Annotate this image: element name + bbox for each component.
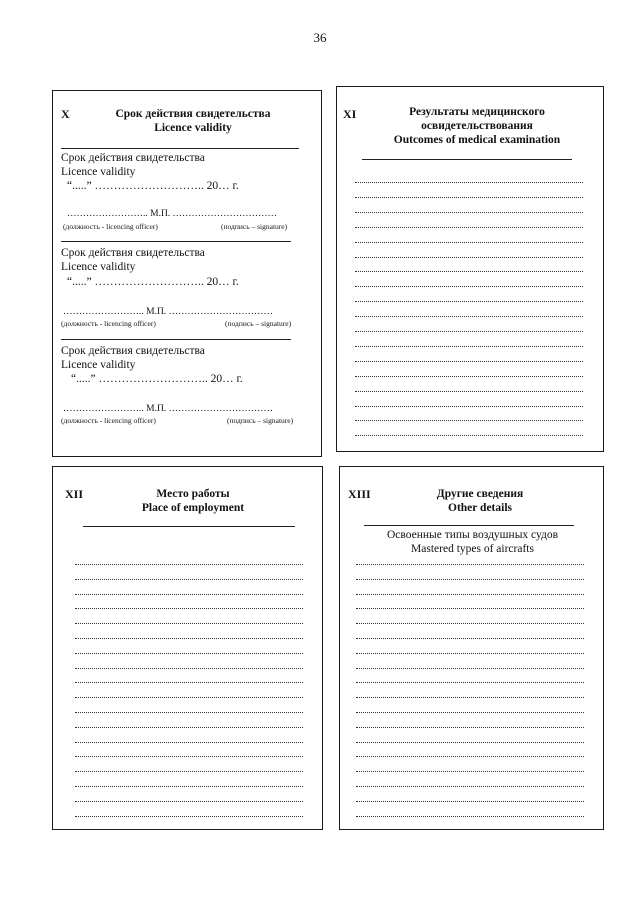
section-xiii-dotted-line[interactable] bbox=[356, 594, 584, 595]
section-xiii-dotted-line[interactable] bbox=[356, 564, 584, 565]
section-xiii-title-rule bbox=[364, 525, 574, 526]
entry-2-position-caption: (должность - licencing officer) bbox=[61, 319, 156, 328]
entry-1-position-caption: (должность - licencing officer) bbox=[63, 222, 158, 231]
section-xi-title-en: Outcomes of medical examination bbox=[393, 134, 561, 146]
entry-2-label-ru: Срок действия свидетельства bbox=[61, 247, 205, 259]
section-xiii-dotted-line[interactable] bbox=[356, 608, 584, 609]
section-xiii-subtitle-ru: Освоенные типы воздушных судов bbox=[386, 529, 559, 541]
section-xii-dotted-line[interactable] bbox=[75, 668, 303, 669]
entry-2-date-line[interactable]: “.....” ……………………….. 20… г. bbox=[67, 276, 239, 288]
entry-3-signature-line[interactable]: …………………….. М.П. …………………………… bbox=[63, 404, 274, 414]
page-number: 36 bbox=[313, 30, 327, 45]
section-xii-dotted-line[interactable] bbox=[75, 801, 303, 802]
section-xi-dotted-line[interactable] bbox=[355, 420, 583, 421]
entry-2-divider bbox=[61, 339, 291, 340]
entry-1-signature-caption: (подпись – signature) bbox=[221, 222, 288, 231]
section-xi-dotted-line[interactable] bbox=[355, 242, 583, 243]
section-xi-title-ru-2: освидетельствования bbox=[421, 120, 533, 132]
section-xii-dotted-line[interactable] bbox=[75, 653, 303, 654]
section-xiii-dotted-line[interactable] bbox=[356, 771, 584, 772]
section-xi-dotted-line[interactable] bbox=[355, 316, 583, 317]
section-xiii-dotted-line[interactable] bbox=[356, 756, 584, 757]
section-x-title-en: Licence validity bbox=[154, 122, 232, 134]
section-xii-dotted-line[interactable] bbox=[75, 579, 303, 580]
section-x-title-rule bbox=[61, 148, 299, 149]
section-xi-dotted-line[interactable] bbox=[355, 182, 583, 183]
section-xii-dotted-line[interactable] bbox=[75, 623, 303, 624]
section-xi-dotted-line[interactable] bbox=[355, 257, 583, 258]
section-xi-dotted-line[interactable] bbox=[355, 391, 583, 392]
section-xii-dotted-line[interactable] bbox=[75, 608, 303, 609]
section-xii-dotted-line[interactable] bbox=[75, 771, 303, 772]
entry-1-date-line[interactable]: “.....” ……………………….. 20… г. bbox=[67, 180, 239, 192]
section-xii-dotted-line[interactable] bbox=[75, 816, 303, 817]
section-xiii-subtitle-en: Mastered types of aircrafts bbox=[411, 543, 534, 555]
section-xi-dotted-line[interactable] bbox=[355, 227, 583, 228]
section-xi-dotted-line[interactable] bbox=[355, 376, 583, 377]
section-xii-numeral: XII bbox=[65, 487, 84, 501]
entry-3-label-en: Licence validity bbox=[61, 359, 136, 371]
section-xiii-title-ru: Другие сведения bbox=[436, 488, 524, 500]
section-xiii-dotted-line[interactable] bbox=[356, 786, 584, 787]
section-xii-title-rule bbox=[83, 526, 295, 527]
section-xiii-panel bbox=[339, 466, 604, 830]
section-xiii-dotted-line[interactable] bbox=[356, 668, 584, 669]
section-xi-dotted-line[interactable] bbox=[355, 361, 583, 362]
section-xii-dotted-line[interactable] bbox=[75, 712, 303, 713]
section-xii-dotted-line[interactable] bbox=[75, 727, 303, 728]
section-xi-dotted-line[interactable] bbox=[355, 301, 583, 302]
entry-3-signature-caption: (подпись – signature) bbox=[227, 416, 294, 425]
entry-3-position-caption: (должность - licencing officer) bbox=[61, 416, 156, 425]
section-xii-dotted-line[interactable] bbox=[75, 697, 303, 698]
section-xii-dotted-line[interactable] bbox=[75, 564, 303, 565]
section-x-title-ru: Срок действия свидетельства bbox=[115, 108, 271, 120]
section-xiii-title-en: Other details bbox=[448, 502, 512, 514]
entry-3-date-line[interactable]: “.....” ……………………….. 20… г. bbox=[71, 373, 243, 385]
entry-2-signature-caption: (подпись – signature) bbox=[225, 319, 292, 328]
section-xi-title-rule bbox=[362, 159, 572, 160]
section-xiii-numeral: XIII bbox=[348, 487, 371, 501]
section-xii-title-en: Place of employment bbox=[141, 502, 245, 514]
section-xi-dotted-line[interactable] bbox=[355, 286, 583, 287]
section-xii-dotted-line[interactable] bbox=[75, 786, 303, 787]
section-xii-panel bbox=[52, 466, 323, 830]
entry-2-label-en: Licence validity bbox=[61, 261, 136, 273]
entry-1-divider bbox=[61, 241, 291, 242]
section-xi-dotted-line[interactable] bbox=[355, 271, 583, 272]
section-xi-dotted-line[interactable] bbox=[355, 435, 583, 436]
section-xii-dotted-line[interactable] bbox=[75, 594, 303, 595]
section-xi-dotted-line[interactable] bbox=[355, 331, 583, 332]
section-xii-dotted-line[interactable] bbox=[75, 682, 303, 683]
section-xiii-dotted-line[interactable] bbox=[356, 638, 584, 639]
entry-1-label-ru: Срок действия свидетельства bbox=[61, 152, 205, 164]
section-xiii-dotted-line[interactable] bbox=[356, 801, 584, 802]
section-xi-dotted-line[interactable] bbox=[355, 346, 583, 347]
section-xi-dotted-line[interactable] bbox=[355, 197, 583, 198]
section-xi-numeral: XI bbox=[343, 107, 357, 121]
section-xii-dotted-line[interactable] bbox=[75, 742, 303, 743]
section-xi-dotted-line[interactable] bbox=[355, 212, 583, 213]
section-xii-title-ru: Место работы bbox=[156, 488, 230, 500]
section-x-numeral: X bbox=[61, 107, 70, 121]
section-xiii-dotted-line[interactable] bbox=[356, 579, 584, 580]
entry-1-label-en: Licence validity bbox=[61, 166, 136, 178]
section-xi-dotted-line[interactable] bbox=[355, 406, 583, 407]
section-xiii-dotted-line[interactable] bbox=[356, 727, 584, 728]
section-xiii-dotted-line[interactable] bbox=[356, 742, 584, 743]
section-xii-dotted-line[interactable] bbox=[75, 756, 303, 757]
section-xiii-dotted-line[interactable] bbox=[356, 623, 584, 624]
entry-1-signature-line[interactable]: …………………….. М.П. …………………………… bbox=[67, 209, 278, 219]
section-xi-title-ru-1: Результаты медицинского bbox=[409, 106, 545, 118]
section-xiii-dotted-line[interactable] bbox=[356, 697, 584, 698]
section-xiii-dotted-line[interactable] bbox=[356, 816, 584, 817]
section-xiii-dotted-line[interactable] bbox=[356, 712, 584, 713]
section-xii-dotted-line[interactable] bbox=[75, 638, 303, 639]
section-xiii-dotted-line[interactable] bbox=[356, 682, 584, 683]
section-xiii-dotted-line[interactable] bbox=[356, 653, 584, 654]
section-xi-panel bbox=[336, 86, 604, 452]
entry-3-label-ru: Срок действия свидетельства bbox=[61, 345, 205, 357]
section-x-panel bbox=[52, 90, 322, 457]
entry-2-signature-line[interactable]: …………………….. М.П. …………………………… bbox=[63, 307, 274, 317]
